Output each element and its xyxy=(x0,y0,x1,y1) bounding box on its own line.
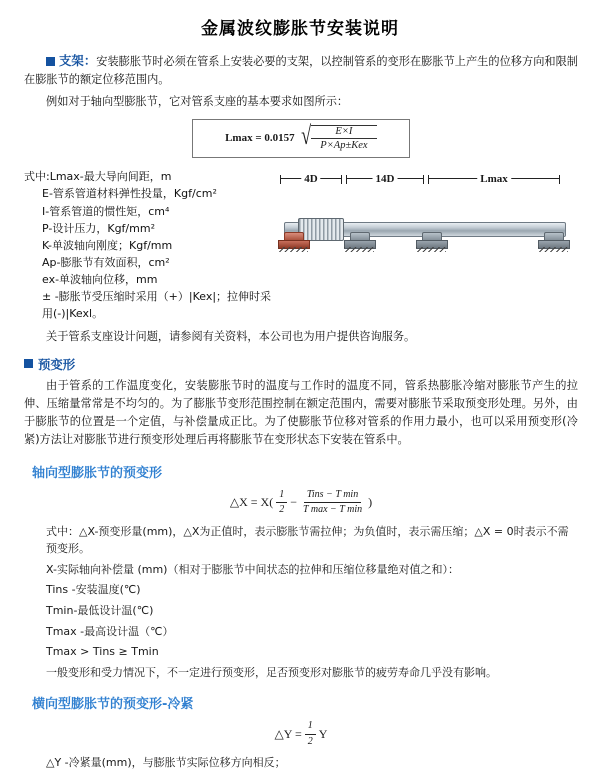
dimension-row xyxy=(276,174,572,194)
definition-item: Ap-膨胀节有效面积，cm² xyxy=(42,255,170,269)
axial-note: 式中：△X-预变形量(mm)，△X为正值时，表示膨胀节需拉伸；为负值时，表示需压缩；△X = 0时表示不需预变形。 xyxy=(46,524,569,556)
definition-item: 式中:Lmax-最大导向间距，m xyxy=(24,170,172,184)
axial-equation xyxy=(24,489,578,517)
one-half-fraction xyxy=(276,489,287,517)
definition-item: ± -膨胀节受压缩时采用（+）|Kex|；拉伸时采用(-)|Kexl。 xyxy=(42,289,272,320)
fraction-denominator: 2 xyxy=(307,735,313,747)
radical-icon: √ xyxy=(300,121,311,151)
section-support-example: 例如对于轴向型膨胀节，它对管系支座的基本要求如图所示： xyxy=(46,95,349,109)
definition-item: K-单波轴向刚度；Kgf/mm xyxy=(42,238,173,252)
axial-note: Tmax -最高设计温（℃） xyxy=(46,624,174,638)
lateral-equation xyxy=(24,720,578,748)
document-content xyxy=(0,51,600,772)
bullet-square-icon xyxy=(46,57,55,66)
section-support-heading: 支架： xyxy=(59,53,97,68)
bullet-square-icon xyxy=(24,359,33,368)
axial-note: Tmin-最低设计温(℃) xyxy=(46,603,154,617)
definition-item: I-管系管道的惯性矩，cm⁴ xyxy=(42,204,170,218)
lmax-formula xyxy=(192,119,410,158)
page-title: 金属波纹膨胀节安装说明 xyxy=(201,19,399,39)
lmax-denominator: P×Ap±Kex xyxy=(320,140,368,152)
support-ground-hatch xyxy=(538,247,568,252)
subsection-axial-title: 轴向型膨胀节的预变形 xyxy=(32,465,163,481)
lmax-numerator: E×I xyxy=(311,126,377,139)
section-predeform-body: 由于管系的工作温度变化，安装膨胀节时的温度与工作时的温度不同，管系热膨胀冷缩对膨胀节产生的拉伸、压缩量常常是不均匀的。为了膨胀节变形范围控制在额定范围内，需要对膨胀节采取预变形处理。另外，由于膨胀节的位置是一个定值，与补偿量成正比。为了使膨胀节位移对管系的作用力最小，也可以采用预变形(冷紧)方法让对膨胀节进行预变形处理后再将膨胀节在变形状态下安装在管系中。 xyxy=(24,378,578,447)
definition-item: E-管系管道材料弹性投量，Kgf/cm² xyxy=(42,187,217,201)
sqrt-group xyxy=(299,121,377,152)
lateral-equation-inline xyxy=(275,720,328,748)
section-support-intro-text: 安装膨胀节时必须在管系上安装必要的支架，以控制管系的变形在膨胀节上产生的位移方向和限制在膨胀节的额定位移范围内。 xyxy=(24,55,578,87)
section-predeform-heading-label: 预变形 xyxy=(38,356,76,372)
lateral-equation-rhs: Y xyxy=(318,726,328,741)
defs-and-diagram xyxy=(24,164,578,323)
subsection-lateral-title: 横向型膨胀节的预变形-冷紧 xyxy=(32,697,194,713)
dimension-4d xyxy=(280,173,342,186)
dimension-14d-label: 14D xyxy=(373,173,398,185)
temperature-fraction xyxy=(300,489,365,517)
lateral-note: △Y -冷紧量(mm)，与膨胀节实际位移方向相反； xyxy=(46,756,286,770)
axial-equation-rhs: ) xyxy=(368,495,373,510)
anchor-support xyxy=(278,232,308,252)
support-ground-hatch xyxy=(278,247,308,252)
definition-item: P-设计压力，Kgf/mm² xyxy=(42,221,155,235)
definition-item: ex-单波轴向位移，mm xyxy=(42,272,158,286)
guide-support xyxy=(538,232,568,252)
fraction-numerator: Tins − T min xyxy=(304,489,361,504)
pipe-assembly xyxy=(276,196,572,276)
support-diagram xyxy=(276,164,578,284)
dimension-14d xyxy=(346,173,424,186)
definitions-list xyxy=(24,168,272,321)
axial-note: Tins -安装温度(℃) xyxy=(46,583,141,597)
pipe-support-diagram xyxy=(276,174,572,284)
guide-support xyxy=(344,232,374,252)
axial-equation-lhs: △X = X( xyxy=(229,495,274,510)
one-half-fraction xyxy=(305,720,316,748)
section-support-closing: 关于管系支座设计问题，请参阅有关资料，本公司也为用户提供咨询服务。 xyxy=(46,329,416,343)
axial-note: X-实际轴向补偿量 (mm)（相对于膨胀节中间状态的拉伸和压缩位移量绝对值之和）： xyxy=(46,562,459,576)
section-predeform-heading xyxy=(24,355,578,373)
dimension-lmax xyxy=(428,173,560,186)
dimension-lmax-label: Lmax xyxy=(477,173,511,185)
fraction-denominator: 2 xyxy=(279,504,285,516)
dimension-4d-label: 4D xyxy=(301,173,320,185)
fraction-denominator: T max − T min xyxy=(302,504,363,516)
axial-note: 一般变形和受力情况下，不一定进行预变形，足否预变形对膨胀节的疲劳寿命几乎没有影响。 xyxy=(46,665,497,679)
lmax-fraction xyxy=(311,125,377,151)
fraction-numerator: 1 xyxy=(276,489,287,504)
support-ground-hatch xyxy=(416,247,446,252)
axial-note: Tmax > Tins ≥ Tmin xyxy=(46,645,159,659)
support-ground-hatch xyxy=(344,247,374,252)
lmax-formula-label: Lmax = 0.0157 xyxy=(225,132,295,145)
axial-equation-minus: − xyxy=(290,495,297,510)
section-support-intro xyxy=(24,51,578,89)
fraction-numerator: 1 xyxy=(305,720,316,735)
guide-support xyxy=(416,232,446,252)
lateral-equation-lhs: △Y = xyxy=(274,726,302,741)
axial-equation-inline xyxy=(230,489,372,517)
